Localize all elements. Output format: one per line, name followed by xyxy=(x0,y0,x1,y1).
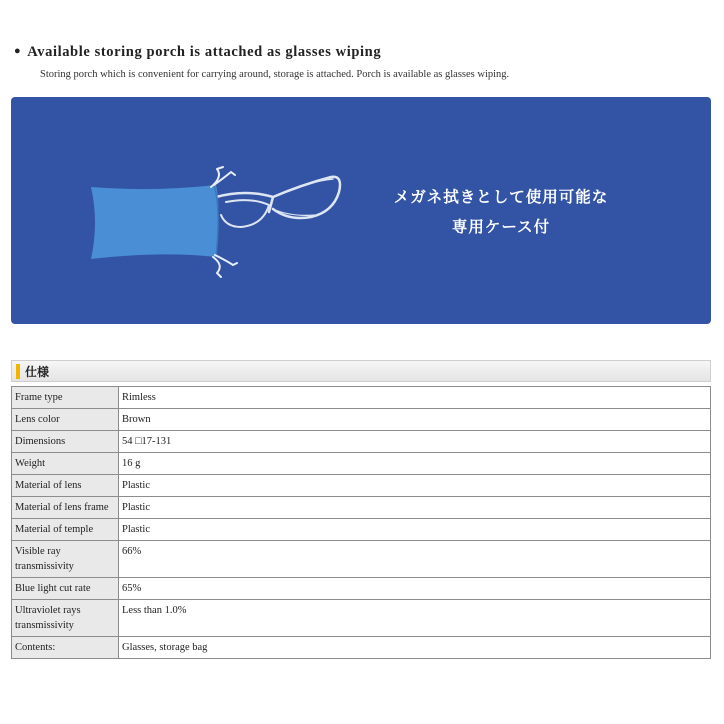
product-banner xyxy=(11,97,711,324)
table-row xyxy=(12,637,711,659)
section-title: Available storing porch is attached as glasses wiping xyxy=(27,44,382,60)
spec-value: 65% xyxy=(119,578,711,600)
accent-marker xyxy=(16,364,20,379)
spec-label: Weight xyxy=(12,453,119,475)
spec-value: Plastic xyxy=(119,497,711,519)
spec-value: 16 g xyxy=(119,453,711,475)
spec-label: Lens color xyxy=(12,409,119,431)
spec-value: Glasses, storage bag xyxy=(119,637,711,659)
spec-label: Contents: xyxy=(12,637,119,659)
spec-value: 54 □17-131 xyxy=(119,431,711,453)
spec-value: Plastic xyxy=(119,475,711,497)
table-row xyxy=(12,497,711,519)
table-row xyxy=(12,519,711,541)
spec-value: Less than 1.0% xyxy=(119,600,711,637)
glasses-icon xyxy=(216,177,340,227)
table-row xyxy=(12,578,711,600)
spec-header xyxy=(11,360,711,382)
spec-label: Material of lens frame xyxy=(12,497,119,519)
spec-label: Visible ray transmissivity xyxy=(12,541,119,578)
spec-value: Rimless xyxy=(119,387,711,409)
table-row xyxy=(12,541,711,578)
spec-value: Plastic xyxy=(119,519,711,541)
spec-title: 仕様 xyxy=(25,365,50,379)
table-row xyxy=(12,387,711,409)
spec-table xyxy=(11,386,711,659)
table-row xyxy=(12,600,711,637)
banner-caption xyxy=(371,182,631,242)
spec-value: 66% xyxy=(119,541,711,578)
section-description: Storing porch which is convenient for carrying around, storage is attached. Porch is available as glasses wiping. xyxy=(40,69,510,80)
spec-label: Frame type xyxy=(12,387,119,409)
spec-label: Dimensions xyxy=(12,431,119,453)
spec-label: Material of temple xyxy=(12,519,119,541)
banner-line-2: 専用ケース付 xyxy=(451,218,551,236)
banner-line-1: メガネ拭きとして使用可能な xyxy=(393,188,609,206)
table-row xyxy=(12,453,711,475)
spec-label: Blue light cut rate xyxy=(12,578,119,600)
spec-label: Ultraviolet rays transmissivity xyxy=(12,600,119,637)
table-row xyxy=(12,431,711,453)
bullet-icon: ● xyxy=(14,45,22,57)
table-row xyxy=(12,475,711,497)
section-heading xyxy=(14,44,381,61)
pouch-icon xyxy=(91,167,237,277)
table-row xyxy=(12,409,711,431)
spec-label: Material of lens xyxy=(12,475,119,497)
spec-value: Brown xyxy=(119,409,711,431)
